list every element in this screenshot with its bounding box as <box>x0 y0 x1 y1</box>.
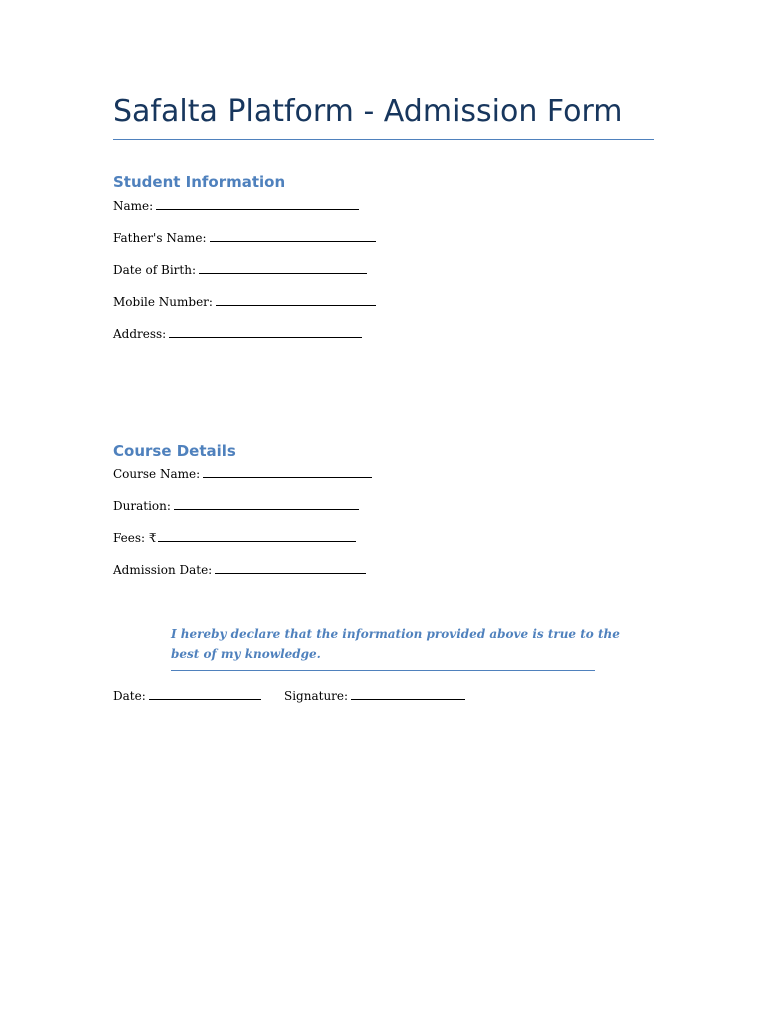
date-of-birth-blank-line <box>199 262 367 274</box>
date-of-birth-field <box>113 262 367 278</box>
declaration-quote <box>171 624 620 671</box>
course-name-field <box>113 466 372 482</box>
fathers-name-blank-line <box>210 230 376 242</box>
student-information-heading: Student Information <box>113 173 286 191</box>
course-details-heading: Course Details <box>113 442 236 460</box>
date-of-birth-label: Date of Birth: <box>113 263 196 277</box>
signature-label: Signature: <box>284 689 349 703</box>
address-blank-line <box>169 326 362 338</box>
fathers-name-label: Father's Name: <box>113 231 207 245</box>
duration-label: Duration: <box>113 499 171 513</box>
date-signoff-label: Date: <box>113 689 146 703</box>
mobile-number-field <box>113 294 376 310</box>
date-signoff-field <box>113 688 261 704</box>
duration-field <box>113 498 359 514</box>
address-field <box>113 326 362 342</box>
declaration-line-1: I hereby declare that the information provided above is true to the <box>171 627 620 641</box>
mobile-number-blank-line <box>216 294 376 306</box>
admission-date-blank-line <box>215 562 366 574</box>
fathers-name-field <box>113 230 376 246</box>
mobile-number-label: Mobile Number: <box>113 295 213 309</box>
fees-field <box>113 530 356 546</box>
signature-field <box>284 688 465 704</box>
page-title: Safalta Platform - Admission Form <box>113 93 654 140</box>
name-field <box>113 198 359 214</box>
date-signoff-blank-line <box>149 688 261 700</box>
duration-blank-line <box>174 498 359 510</box>
course-name-blank-line <box>203 466 372 478</box>
course-name-label: Course Name: <box>113 467 201 481</box>
address-label: Address: <box>113 327 167 341</box>
signature-blank-line <box>351 688 465 700</box>
admission-date-label: Admission Date: <box>113 563 213 577</box>
name-blank-line <box>156 198 359 210</box>
fees-blank-line <box>158 530 356 542</box>
fees-label: Fees: ₹ <box>113 531 157 545</box>
name-label: Name: <box>113 199 154 213</box>
declaration-line-2: best of my knowledge. <box>171 647 321 661</box>
admission-date-field <box>113 562 366 578</box>
